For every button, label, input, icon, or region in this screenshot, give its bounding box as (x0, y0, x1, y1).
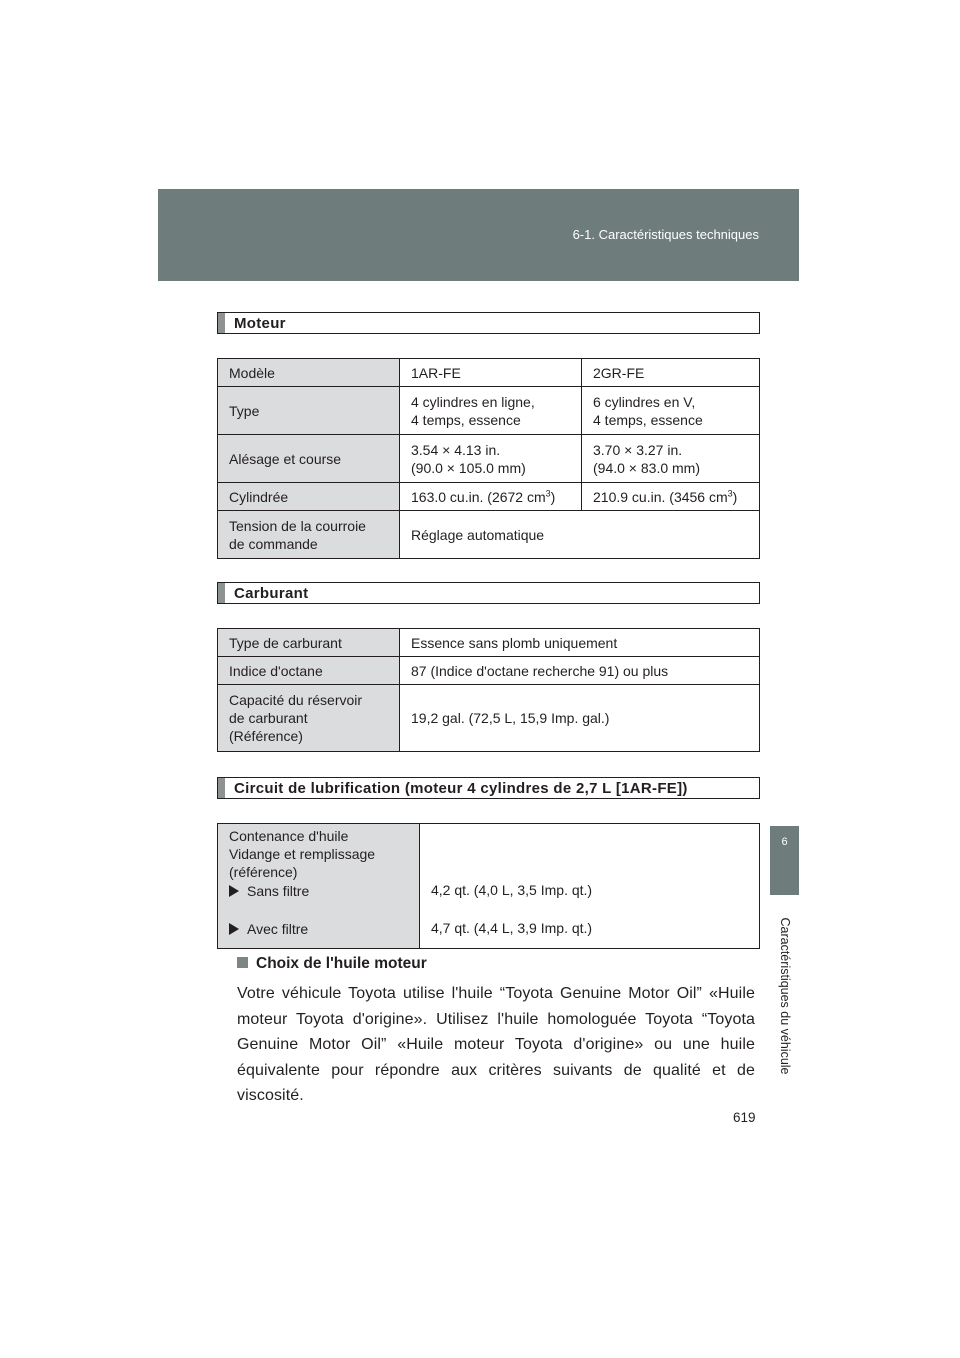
section-heading-lubrication (217, 777, 760, 799)
section-title: Moteur (234, 315, 286, 332)
cell-line: 4 temps, essence (411, 411, 521, 428)
row-label: Indice d'octane (218, 657, 400, 685)
row-label: Type de carburant (218, 629, 400, 657)
chapter-header-band (158, 189, 799, 281)
fuel-spec-table (217, 628, 760, 752)
table-row (218, 824, 760, 949)
superscript: 3 (545, 487, 551, 498)
cell-line: 3.54 × 4.13 in. (411, 441, 501, 458)
table-row (218, 657, 760, 685)
cell-1ar: 1AR-FE (400, 359, 582, 387)
paren-close: ) (550, 488, 556, 505)
cell-value: Essence sans plomb uniquement (400, 629, 760, 657)
table-row (218, 629, 760, 657)
list-item (229, 920, 409, 938)
cell-value (420, 824, 760, 949)
cell-value: 19,2 gal. (72,5 L, 15,9 Imp. gal.) (400, 685, 760, 752)
table-row (218, 685, 760, 752)
table-row (218, 483, 760, 511)
row-label: Alésage et course (218, 435, 400, 483)
triangle-bullet-icon (229, 923, 239, 935)
cell-value: 87 (Indice d'octane recherche 91) ou plus (400, 657, 760, 685)
label-line: de commande (229, 535, 318, 552)
square-bullet-icon (237, 957, 248, 968)
lubrication-spec-table (217, 823, 760, 949)
label-line: Tension de la courroie (229, 517, 366, 534)
item-label: Sans filtre (247, 883, 310, 899)
superscript: 3 (727, 487, 733, 498)
label-line: de carburant (229, 710, 308, 726)
row-label (218, 511, 400, 559)
table-row (218, 359, 760, 387)
breadcrumb: 6-1. Caractéristiques techniques (572, 227, 759, 242)
subsection-title: Choix de l'huile moteur (256, 955, 427, 972)
section-heading-engine (217, 312, 760, 334)
value-line: 4,2 qt. (4,0 L, 3,5 Imp. qt.) (431, 882, 593, 898)
body-paragraph: Votre véhicule Toyota utilise l'huile “Toyota Genuine Motor Oil” «Huile moteur Toyota d'origine». Utilisez l'huile homologuée Toyota “Toyota Genuine Motor Oil” «Huile moteur Toyota d'origine» ou une huile équivalente pour répondre aux critères suivants de qualité et de viscosité. (237, 985, 755, 1104)
cell-2gr: 2GR-FE (582, 359, 760, 387)
label-line: (référence) (229, 864, 298, 880)
engine-spec-table (217, 358, 760, 559)
chapter-side-label (770, 906, 799, 1086)
section-heading-fuel (217, 582, 760, 604)
cell-2gr (582, 387, 760, 435)
triangle-bullet-icon (229, 885, 239, 897)
label-line: Capacité du réservoir (229, 692, 363, 708)
row-label: Type (218, 387, 400, 435)
cell-1ar (400, 483, 582, 511)
row-label: Cylindrée (218, 483, 400, 511)
section-heading-bar (218, 313, 225, 333)
cell-value: Réglage automatique (400, 511, 760, 559)
cell-line: 6 cylindres en V, (593, 393, 696, 410)
value-line: 4,7 qt. (4,4 L, 3,9 Imp. qt.) (431, 920, 593, 936)
cell-1ar (400, 435, 582, 483)
cell-line: 4 cylindres en ligne, (411, 393, 535, 410)
table-row (218, 511, 760, 559)
table-row (218, 387, 760, 435)
cell-2gr (582, 483, 760, 511)
chapter-number-tab (770, 826, 799, 895)
section-heading-bar (218, 583, 225, 603)
displacement-text: 163.0 cu.in. (2672 cm (411, 488, 546, 505)
item-label: Avec filtre (247, 921, 309, 937)
label-line: Vidange et remplissage (229, 846, 376, 862)
row-label: Modèle (218, 359, 400, 387)
page-number: 619 (733, 1110, 756, 1125)
paren-close: ) (732, 488, 738, 505)
subsection-heading (237, 955, 427, 973)
chapter-number: 6 (781, 836, 788, 848)
list-item (229, 882, 409, 900)
cell-line: (94.0 × 83.0 mm) (593, 459, 700, 476)
label-line: Contenance d'huile (229, 828, 349, 844)
cell-line: 3.70 × 3.27 in. (593, 441, 683, 458)
label-line: (Référence) (229, 728, 303, 744)
cell-line: (90.0 × 105.0 mm) (411, 459, 526, 476)
row-label (218, 824, 420, 949)
displacement-text: 210.9 cu.in. (3456 cm (593, 488, 728, 505)
cell-1ar (400, 387, 582, 435)
table-row (218, 435, 760, 483)
cell-line: 4 temps, essence (593, 411, 703, 428)
chapter-side-label-text: Caractéristiques du véhicule (777, 917, 792, 1075)
section-title: Circuit de lubrification (moteur 4 cylindres de 2,7 L [1AR-FE]) (234, 780, 688, 797)
cell-2gr (582, 435, 760, 483)
section-heading-bar (218, 778, 225, 798)
section-title: Carburant (234, 585, 309, 602)
row-label (218, 685, 400, 752)
